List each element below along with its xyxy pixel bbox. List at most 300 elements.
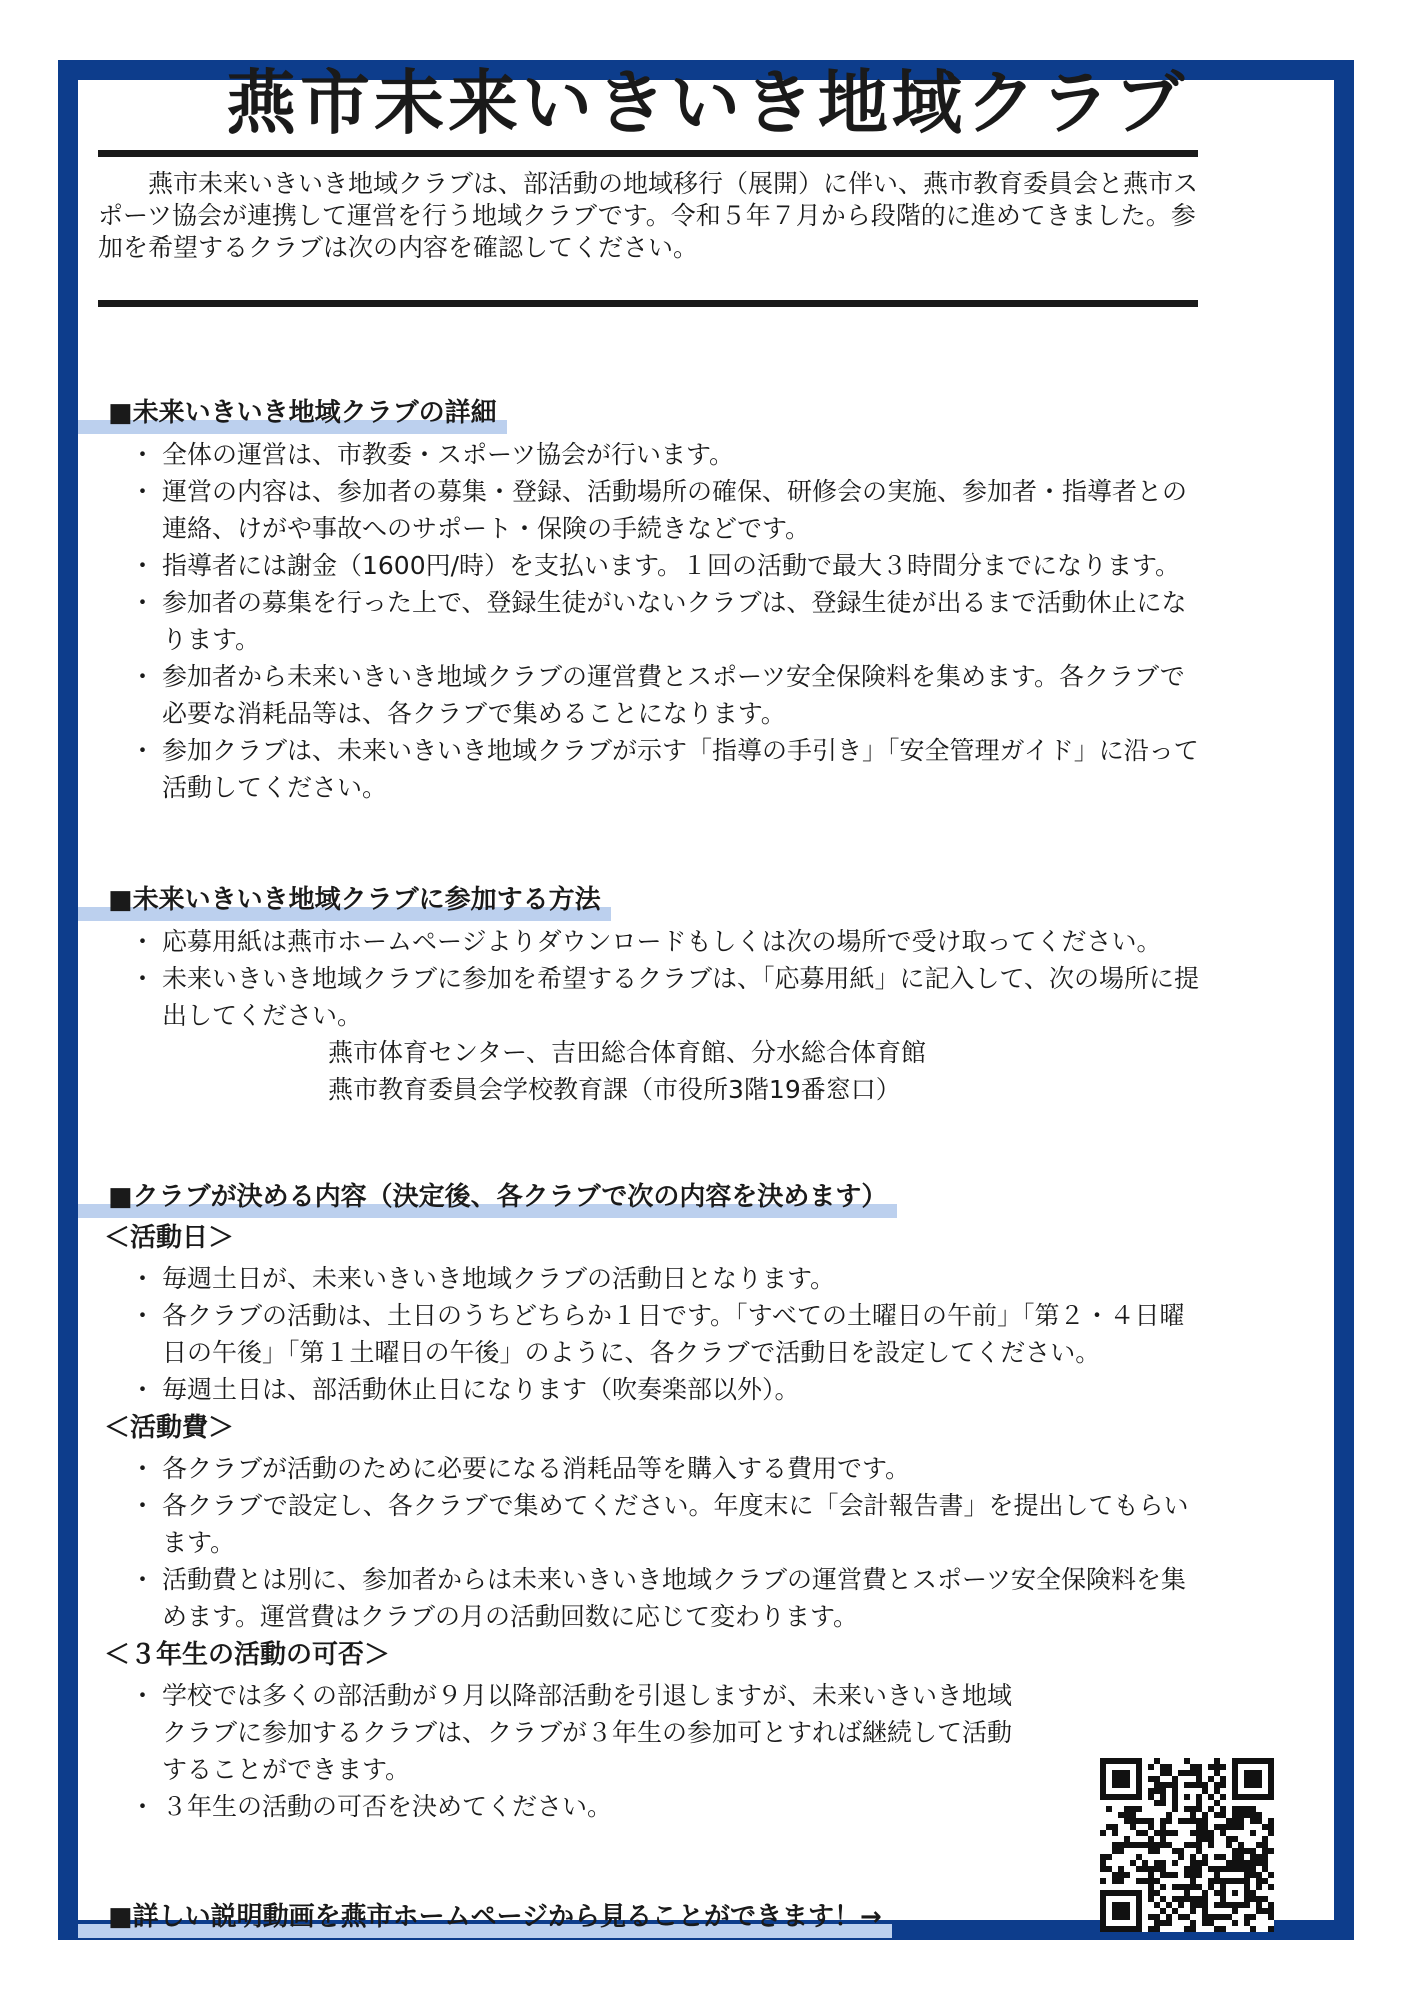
list-item: ・ 参加者から未来いきいき地域クラブの運営費とスポーツ安全保険料を集めます。各クラブで必要な消耗品等は、各クラブで集めることになります。 [78,658,1218,732]
qr-module [1190,1926,1196,1932]
qr-module [1166,1872,1172,1878]
qr-module [1244,1770,1262,1788]
list-item: ・ 参加者の募集を行った上で、登録生徒がいないクラブは、登録生徒が出るまで活動休止になります。 [78,584,1218,658]
list-item: ・ 運営の内容は、参加者の募集・登録、活動場所の確保、研修会の実施、参加者・指導者との連絡、けがや事故へのサポート・保険の手続きなどです。 [78,473,1218,547]
qr-module [1184,1872,1190,1878]
qr-module [1268,1908,1274,1914]
qr-module [1160,1800,1166,1806]
qr-module [1220,1764,1226,1770]
qr-module [1172,1788,1178,1794]
page-title: 燕市未来いきいき地域クラブ [226,62,1188,144]
qr-module [1232,1908,1238,1914]
qr-module [1250,1890,1256,1896]
qr-module [1154,1902,1160,1908]
qr-module [1214,1788,1220,1794]
qr-module [1160,1788,1166,1794]
qr-module [1220,1794,1226,1800]
qr-module [1130,1824,1136,1830]
qr-module [1214,1902,1220,1908]
qr-module [1190,1896,1196,1902]
list-item: ・ 指導者には謝金（1600円/時）を支払います。１回の活動で最大３時間分までになります。 [78,547,1218,584]
qr-module [1262,1860,1268,1866]
qr-module [1208,1830,1214,1836]
qr-module [1184,1890,1190,1896]
qr-module [1178,1914,1184,1920]
qr-module [1238,1818,1244,1824]
qr-module [1232,1854,1238,1860]
qr-module [1172,1782,1178,1788]
qr-module [1106,1806,1112,1812]
qr-module [1244,1920,1250,1926]
qr-module [1220,1854,1226,1860]
qr-module [1154,1830,1160,1836]
qr-module [1256,1896,1262,1902]
qr-module [1202,1830,1208,1836]
qr-module [1178,1848,1184,1854]
qr-module [1172,1794,1178,1800]
qr-module [1214,1812,1220,1818]
qr-module [1106,1824,1112,1830]
qr-module [1196,1884,1202,1890]
qr-module [1202,1824,1208,1830]
qr-module [1160,1866,1166,1872]
qr-module [1196,1842,1202,1848]
qr-module [1232,1818,1238,1824]
qr-module [1250,1806,1256,1812]
qr-module [1190,1872,1196,1878]
qr-module [1100,1830,1106,1836]
qr-module [1106,1866,1112,1872]
video-heading[interactable] [78,1900,892,1938]
qr-module [1160,1896,1166,1902]
qr-module [1148,1872,1154,1878]
qr-module [1148,1914,1154,1920]
qr-module [1100,1878,1106,1884]
qr-module [1250,1872,1256,1878]
qr-module [1178,1818,1184,1824]
qr-module [1160,1830,1166,1836]
qr-module [1232,1860,1238,1866]
qr-module [1136,1806,1142,1812]
qr-module [1160,1842,1166,1848]
list-item: ・ 各クラブの活動は、土日のうちどちらか１日です。「すべての土曜日の午前」「第２・４日曜日の午後」「第１土曜日の午後」のように、各クラブで活動日を設定してください。 [78,1297,1218,1371]
qr-module [1226,1836,1232,1842]
qr-module [1124,1818,1130,1824]
section-decide [78,1180,1218,1825]
qr-module [1148,1818,1154,1824]
qr-module [1184,1896,1190,1902]
qr-module [1178,1902,1184,1908]
qr-module [1214,1764,1220,1770]
qr-module [1166,1902,1172,1908]
qr-module [1262,1824,1268,1830]
qr-module [1124,1842,1130,1848]
qr-module [1208,1914,1214,1920]
qr-module [1106,1854,1112,1860]
qr-module [1220,1830,1226,1836]
qr-module [1244,1806,1250,1812]
qr-module [1226,1914,1232,1920]
list-item: ・ ３年生の活動の可否を決めてください。 [78,1788,1218,1825]
qr-module [1118,1878,1124,1884]
qr-module [1160,1884,1166,1890]
qr-module [1148,1890,1154,1896]
qr-module [1148,1878,1154,1884]
qr-module [1154,1920,1160,1926]
qr-module [1238,1866,1244,1872]
qr-module [1268,1848,1274,1854]
qr-module [1232,1920,1238,1926]
list-item: ・ 各クラブで設定し、各クラブで集めてください。年度末に「会計報告書」を提出してもらいます。 [78,1487,1218,1561]
qr-module [1184,1794,1190,1800]
qr-module [1190,1782,1196,1788]
qr-module [1208,1920,1214,1926]
qr-module [1202,1812,1208,1818]
qr-module [1184,1926,1190,1932]
qr-module [1136,1830,1142,1836]
qr-module [1136,1842,1142,1848]
qr-module [1142,1866,1148,1872]
qr-module [1160,1908,1166,1914]
qr-module [1160,1770,1166,1776]
qr-module [1202,1902,1208,1908]
qr-module [1250,1818,1256,1824]
qr-module [1250,1812,1256,1818]
qr-module [1214,1758,1220,1764]
qr-module [1202,1908,1208,1914]
qr-module [1178,1896,1184,1902]
qr-module [1244,1866,1250,1872]
qr-module [1226,1824,1232,1830]
qr-module [1190,1866,1196,1872]
qr-module [1148,1842,1154,1848]
qr-module [1190,1884,1196,1890]
qr-module [1202,1836,1208,1842]
qr-module [1256,1812,1262,1818]
qr-module [1130,1842,1136,1848]
list-item: ・ 学校では多くの部活動が９月以降部活動を引退しますが、未来いきいき地域クラブに参加するクラブは、クラブが３年生の参加可とすれば継続して活動することができます。 [78,1677,1218,1788]
qr-module [1190,1854,1196,1860]
qr-module [1196,1848,1202,1854]
qr-module [1196,1824,1202,1830]
qr-module [1214,1890,1220,1896]
section-heading [78,396,507,434]
qr-module [1166,1812,1172,1818]
qr-module [1250,1896,1256,1902]
qr-module [1226,1818,1232,1824]
qr-module [1220,1812,1226,1818]
heading-text: ■未来いきいき地域クラブの詳細 [108,398,497,428]
qr-module [1190,1812,1196,1818]
qr-module [1148,1848,1154,1854]
qr-module [1154,1866,1160,1872]
qr-module [1148,1836,1154,1842]
qr-module [1226,1866,1232,1872]
qr-module [1220,1866,1226,1872]
qr-module [1226,1860,1232,1866]
list-item: ・ 参加クラブは、未来いきいき地域クラブが示す「指導の手引き」「安全管理ガイド」に沿って活動してください。 [78,732,1218,806]
qr-module [1238,1824,1244,1830]
qr-module [1226,1842,1232,1848]
qr-module [1202,1818,1208,1824]
qr-module [1220,1926,1226,1932]
qr-module [1148,1794,1154,1800]
intro-divider [98,300,1198,307]
section-heading [78,883,611,921]
qr-module [1208,1764,1214,1770]
qr-module [1136,1854,1142,1860]
qr-module [1154,1842,1160,1848]
qr-module [1214,1824,1220,1830]
intro-text: 燕市未来いきいき地域クラブは、部活動の地域移行（展開）に伴い、燕市教育委員会と燕市スポーツ協会が連携して運営を行う地域クラブです。令和５年７月から段階的に進めてきました。参加を希望するクラブは次の内容を確認してください。 [98,169,1199,262]
qr-module [1202,1890,1208,1896]
qr-module [1232,1866,1238,1872]
qr-module [1160,1782,1166,1788]
qr-module [1160,1824,1166,1830]
qr-module [1196,1770,1202,1776]
qr-module [1268,1926,1274,1932]
qr-module [1190,1920,1196,1926]
qr-module [1268,1830,1274,1836]
qr-module [1256,1908,1262,1914]
qr-module [1130,1860,1136,1866]
qr-module [1190,1908,1196,1914]
qr-module [1262,1866,1268,1872]
qr-module [1214,1866,1220,1872]
qr-code-icon[interactable] [1100,1758,1274,1932]
qr-module [1214,1926,1220,1932]
qr-module [1172,1806,1178,1812]
qr-module [1184,1758,1190,1764]
qr-module [1190,1902,1196,1908]
qr-module [1184,1842,1190,1848]
qr-module [1172,1884,1178,1890]
qr-module [1262,1854,1268,1860]
qr-module [1202,1920,1208,1926]
qr-module [1250,1848,1256,1854]
qr-module [1244,1914,1250,1920]
qr-module [1154,1926,1160,1932]
qr-module [1184,1770,1190,1776]
subheading-days: ＜活動日＞ [104,1223,235,1253]
qr-module [1256,1860,1262,1866]
qr-module [1190,1818,1196,1824]
qr-module [1118,1812,1124,1818]
qr-module [1178,1770,1184,1776]
qr-module [1250,1830,1256,1836]
qr-module [1214,1782,1220,1788]
qr-module [1256,1842,1262,1848]
qr-module [1142,1842,1148,1848]
qr-module [1238,1848,1244,1854]
qr-module [1166,1830,1172,1836]
qr-module [1232,1890,1238,1896]
qr-module [1262,1896,1268,1902]
qr-module [1214,1800,1220,1806]
qr-module [1196,1806,1202,1812]
qr-module [1238,1842,1244,1848]
qr-module [1142,1818,1148,1824]
qr-module [1160,1818,1166,1824]
qr-module [1238,1806,1244,1812]
qr-module [1148,1788,1154,1794]
qr-module [1214,1878,1220,1884]
list-item: ・ 全体の運営は、市教委・スポーツ協会が行います。 [78,436,1218,473]
qr-module [1256,1902,1262,1908]
title-divider [98,150,1198,157]
qr-module [1202,1860,1208,1866]
qr-module [1184,1884,1190,1890]
qr-module [1220,1914,1226,1920]
qr-module [1214,1854,1220,1860]
qr-module [1250,1926,1256,1932]
qr-module [1268,1914,1274,1920]
qr-module [1172,1872,1178,1878]
qr-module [1124,1806,1130,1812]
qr-module [1166,1842,1172,1848]
qr-module [1220,1782,1226,1788]
qr-module [1268,1872,1274,1878]
qr-module [1262,1842,1268,1848]
qr-module [1220,1806,1226,1812]
heading-text: ■詳しい説明動画を燕市ホームページから見ることができます！→ [108,1902,882,1932]
qr-module [1112,1872,1118,1878]
qr-module [1262,1836,1268,1842]
qr-module [1172,1896,1178,1902]
qr-module [1196,1818,1202,1824]
qr-module [1160,1836,1166,1842]
qr-module [1190,1860,1196,1866]
qr-module [1196,1902,1202,1908]
qr-module [1154,1848,1160,1854]
qr-module [1256,1872,1262,1878]
qr-module [1262,1878,1268,1884]
qr-module [1166,1818,1172,1824]
qr-module [1208,1842,1214,1848]
qr-module [1262,1908,1268,1914]
qr-module [1256,1854,1262,1860]
qr-module [1112,1770,1130,1788]
qr-module [1208,1806,1214,1812]
list-item: ・ 各クラブが活動のために必要になる消耗品等を購入する費用です。 [78,1450,1218,1487]
qr-module [1232,1848,1238,1854]
qr-module [1130,1818,1136,1824]
qr-module [1208,1794,1214,1800]
qr-module [1184,1818,1190,1824]
qr-module [1232,1824,1238,1830]
qr-module [1142,1878,1148,1884]
qr-module [1268,1884,1274,1890]
qr-module [1160,1764,1166,1770]
qr-module [1142,1860,1148,1866]
qr-module [1190,1770,1196,1776]
qr-module [1214,1770,1220,1776]
qr-module [1160,1794,1166,1800]
qr-module [1196,1836,1202,1842]
qr-module [1190,1878,1196,1884]
qr-module [1154,1788,1160,1794]
qr-module [1100,1860,1106,1866]
qr-module [1154,1860,1160,1866]
qr-module [1214,1914,1220,1920]
qr-module [1118,1842,1124,1848]
qr-module [1178,1884,1184,1890]
qr-module [1124,1836,1130,1842]
qr-module [1250,1860,1256,1866]
qr-module [1142,1830,1148,1836]
qr-module [1184,1914,1190,1920]
qr-module [1154,1782,1160,1788]
qr-module [1184,1782,1190,1788]
qr-module [1244,1860,1250,1866]
qr-module [1250,1854,1256,1860]
qr-module [1208,1878,1214,1884]
qr-module [1238,1860,1244,1866]
qr-module [1166,1782,1172,1788]
qr-module [1250,1866,1256,1872]
qr-module [1112,1830,1118,1836]
qr-module [1208,1866,1214,1872]
qr-module [1136,1866,1142,1872]
qr-module [1112,1848,1118,1854]
qr-module [1118,1848,1124,1854]
qr-module [1190,1842,1196,1848]
list-item: ・ 未来いきいき地域クラブに参加を希望するクラブは、「応募用紙」に記入して、次の場所に提出してください。 [78,960,1218,1034]
qr-module [1172,1800,1178,1806]
qr-module [1148,1866,1154,1872]
qr-module [1256,1818,1262,1824]
qr-module [1112,1842,1118,1848]
qr-module [1244,1872,1250,1878]
qr-module [1196,1764,1202,1770]
list-item: ・ 応募用紙は燕市ホームページよりダウンロードもしくは次の場所で受け取ってください。 [78,923,1218,960]
qr-module [1154,1758,1160,1764]
qr-module [1268,1824,1274,1830]
qr-module [1154,1878,1160,1884]
qr-module [1148,1926,1154,1932]
qr-module [1196,1872,1202,1878]
qr-module [1184,1866,1190,1872]
qr-module [1208,1884,1214,1890]
qr-module [1202,1782,1208,1788]
qr-module [1166,1920,1172,1926]
qr-module [1148,1776,1154,1782]
qr-module [1202,1896,1208,1902]
qr-module [1148,1884,1154,1890]
subheading-grade3: ＜３年生の活動の可否＞ [104,1640,391,1670]
list-item: ・ 毎週土日が、未来いきいき地域クラブの活動日となります。 [78,1260,1218,1297]
qr-module [1262,1848,1268,1854]
qr-module [1100,1866,1106,1872]
qr-module [1166,1764,1172,1770]
qr-module [1208,1836,1214,1842]
qr-module [1154,1890,1160,1896]
qr-module [1256,1884,1262,1890]
qr-module [1172,1776,1178,1782]
qr-module [1112,1824,1118,1830]
qr-module [1220,1776,1226,1782]
qr-module [1136,1878,1142,1884]
qr-module [1118,1872,1124,1878]
qr-module [1160,1860,1166,1866]
qr-module [1154,1800,1160,1806]
qr-module [1232,1836,1238,1842]
qr-module [1160,1872,1166,1878]
qr-module [1196,1896,1202,1902]
qr-module [1190,1764,1196,1770]
qr-module [1172,1860,1178,1866]
qr-module [1124,1872,1130,1878]
